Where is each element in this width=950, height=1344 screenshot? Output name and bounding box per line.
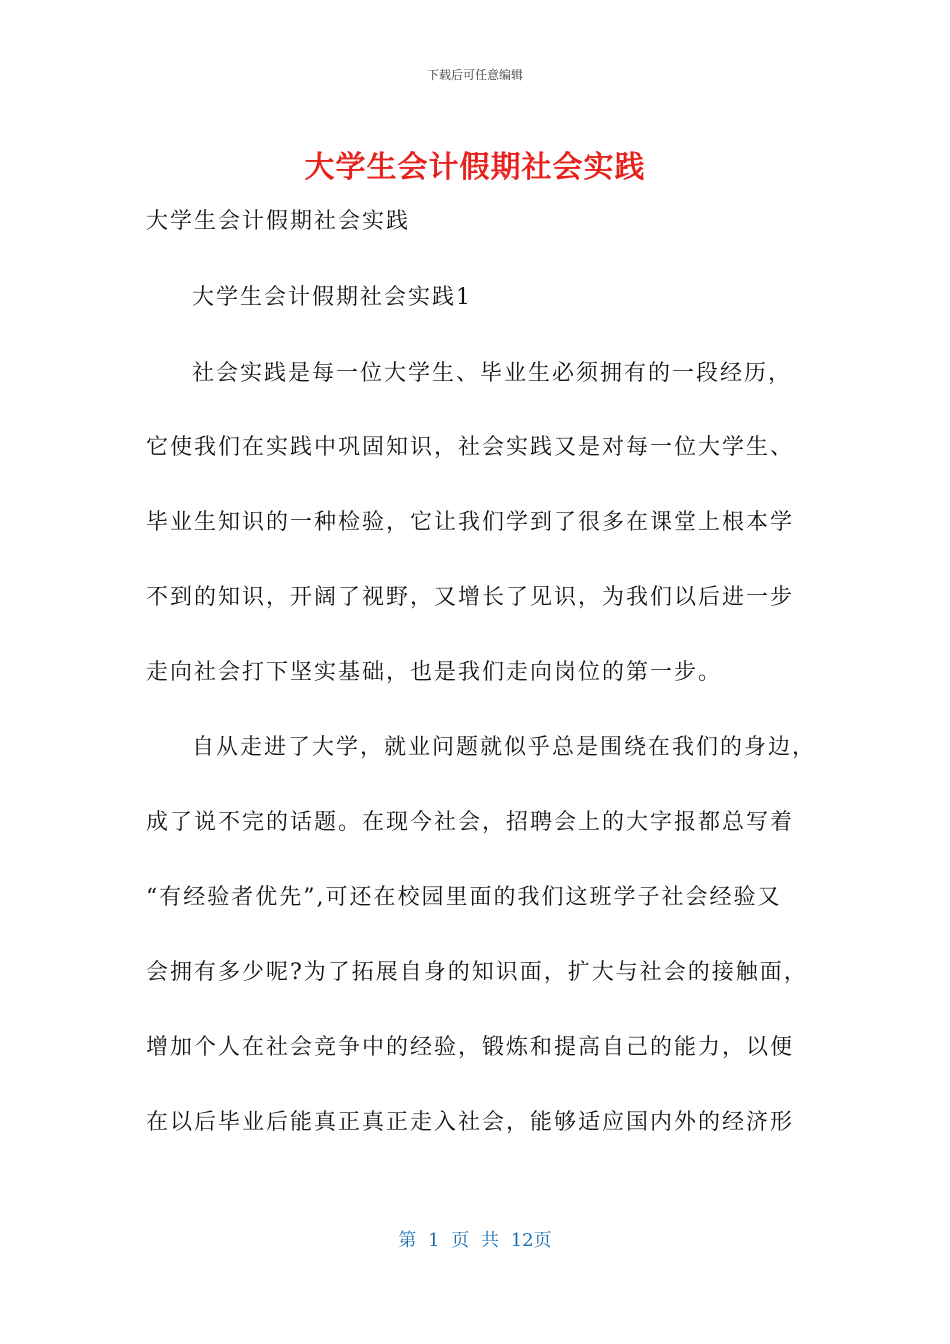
paragraph2-line: 自从走进了大学，就业问题就似乎总是围绕在我们的身边， — [192, 735, 817, 760]
paragraph2-line: “有经验者优先”,可还在校园里面的我们这班学子社会经验又 — [146, 885, 782, 910]
page-title: 大学生会计假期社会实践 — [304, 150, 646, 185]
section-title: 大学生会计假期社会实践1 — [192, 285, 472, 310]
document-subtitle: 大学生会计假期社会实践 — [146, 209, 411, 234]
paragraph2-line: 增加个人在社会竞争中的经验，锻炼和提高自己的能力，以便 — [146, 1035, 795, 1060]
header-note: 下载后可任意编辑 — [426, 68, 523, 82]
paragraph1-line: 毕业生知识的一种检验，它让我们学到了很多在课堂上根本学 — [146, 510, 795, 535]
paragraph1-line: 不到的知识，开阔了视野，又增长了见识，为我们以后进一步 — [146, 585, 795, 610]
paragraph1-line: 它使我们在实践中巩固知识，社会实践又是对每一位大学生、 — [146, 435, 795, 460]
paragraph2-line: 会拥有多少呢?为了拓展自身的知识面，扩大与社会的接触面， — [146, 960, 808, 985]
page-footer: 第 1 页 共 12页 — [398, 1230, 552, 1251]
paragraph2-line: 在以后毕业后能真正真正走入社会，能够适应国内外的经济形 — [146, 1110, 795, 1135]
paragraph1-line: 走向社会打下坚实基础，也是我们走向岗位的第一步。 — [146, 660, 723, 685]
paragraph2-line: 成了说不完的话题。在现今社会，招聘会上的大字报都总写着 — [146, 810, 795, 835]
paragraph1-line: 社会实践是每一位大学生、毕业生必须拥有的一段经历， — [192, 361, 793, 386]
